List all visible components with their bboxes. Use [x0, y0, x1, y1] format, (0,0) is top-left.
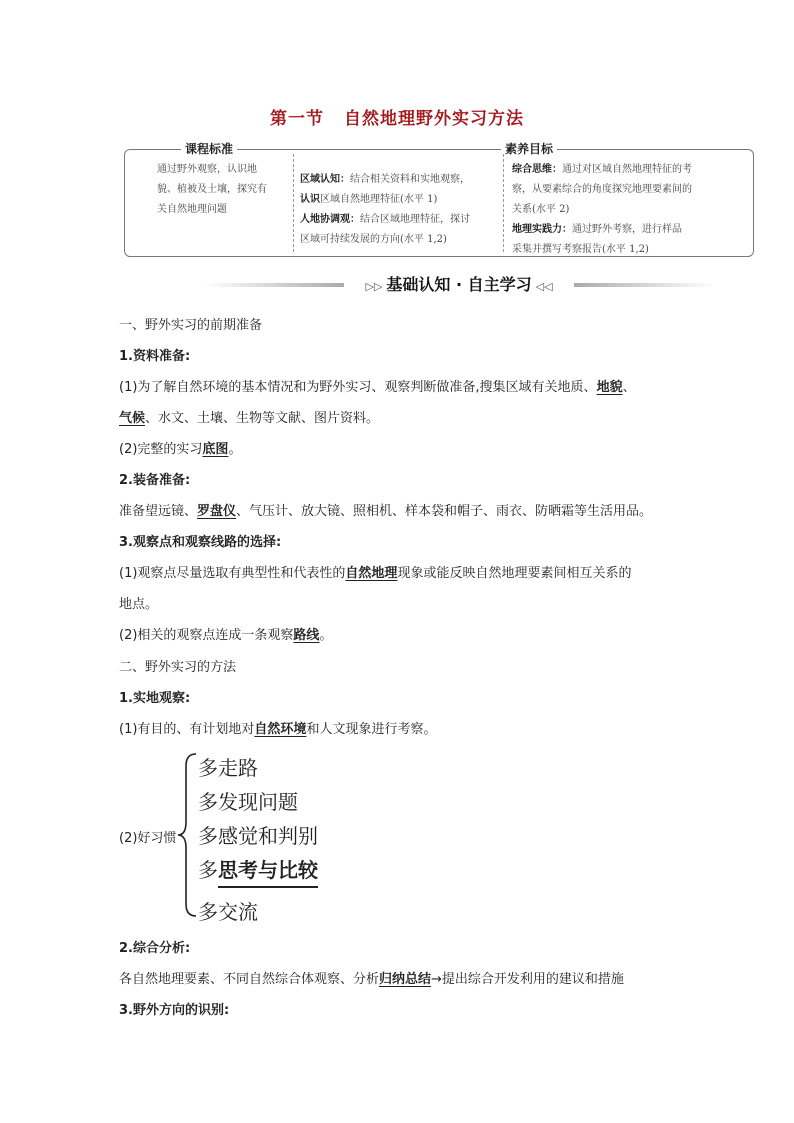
paragraph: 地点。	[119, 597, 159, 612]
subheading: 2.装备准备:	[119, 473, 191, 488]
course-standard-text: 通过野外观察，认识地 貌、植被及土壤，探究有 关自然地理问题	[157, 164, 267, 215]
paragraph: (2)相关的观察点连成一条观察路线。	[119, 628, 333, 643]
arrow-right-icon: ▷▷	[365, 280, 383, 293]
subheading: 1.资料准备:	[119, 349, 191, 364]
habits-label: (2)好习惯	[119, 831, 177, 846]
paragraph: 准备望远镜、罗盘仪、气压计、放大镜、照相机、样本袋和帽子、雨衣、防晒霜等生活用品。	[119, 504, 653, 519]
arrow-left-icon: ◁◁	[535, 280, 553, 293]
subheading: 2.综合分析:	[119, 941, 191, 956]
literacy-goal-tag: 素养目标	[501, 140, 557, 157]
habit-item: 多思考与比较	[198, 854, 318, 883]
paragraph: (2)完整的实习底图。	[119, 442, 242, 457]
subheading: 3.野外方向的识别:	[119, 1003, 230, 1018]
paragraph: (1)观察点尽量选取有典型性和代表性的自然地理现象或能反映自然地理要素间相互关系的	[119, 566, 632, 581]
banner-bar-right	[574, 283, 714, 287]
habit-item: 多交流	[198, 900, 258, 924]
banner-bar-left	[204, 283, 344, 287]
brace-icon	[176, 752, 198, 918]
divider	[293, 154, 294, 252]
standards-box	[124, 142, 754, 257]
subheading: 3.观察点和观察线路的选择:	[119, 535, 282, 550]
paragraph: 气候、水文、土壤、生物等文献、图片资料。	[119, 411, 380, 426]
heading-1: 一、野外实习的前期准备	[119, 318, 263, 333]
goal-left-text: 区域认知：结合相关资料和实地观察， 认识区域自然地理特征(水平 1) 人地协调观：结合区域地理特征，探讨 区域可持续发展的方向(水平 1,2)	[300, 174, 470, 245]
heading-2: 二、野外实习的方法	[119, 660, 237, 675]
paragraph: (1)有目的、有计划地对自然环境和人文现象进行考察。	[119, 722, 437, 737]
course-standard-tag: 课程标准	[181, 140, 237, 157]
subheading: 1.实地观察:	[119, 691, 191, 706]
section-name: 自然地理野外实习方法	[344, 109, 524, 129]
habit-item: 多走路	[198, 756, 258, 780]
habit-item: 多感觉和判别	[198, 824, 318, 848]
section-number: 第一节	[270, 109, 324, 129]
habit-item: 多发现问题	[198, 790, 298, 814]
paragraph: (1)为了解自然环境的基本情况和为野外实习、观察判断做准备,搜集区域有关地质、地貌、	[119, 380, 636, 395]
goal-right-text: 综合思维：通过对区域自然地理特征的考 察，从要素综合的角度探究地理要素间的 关系(水平 2) 地理实践力：通过野外考察，进行样品 采集并撰写考察报告(水平 1,2)	[512, 164, 692, 255]
paragraph: 各自然地理要素、不同自然综合体观察、分析归纳总结→提出综合开发利用的建议和措施	[119, 972, 624, 987]
divider	[503, 154, 504, 252]
page-title	[0, 104, 794, 129]
banner-label: 基础认知 · 自主学习	[386, 275, 532, 294]
section-banner	[204, 270, 714, 300]
